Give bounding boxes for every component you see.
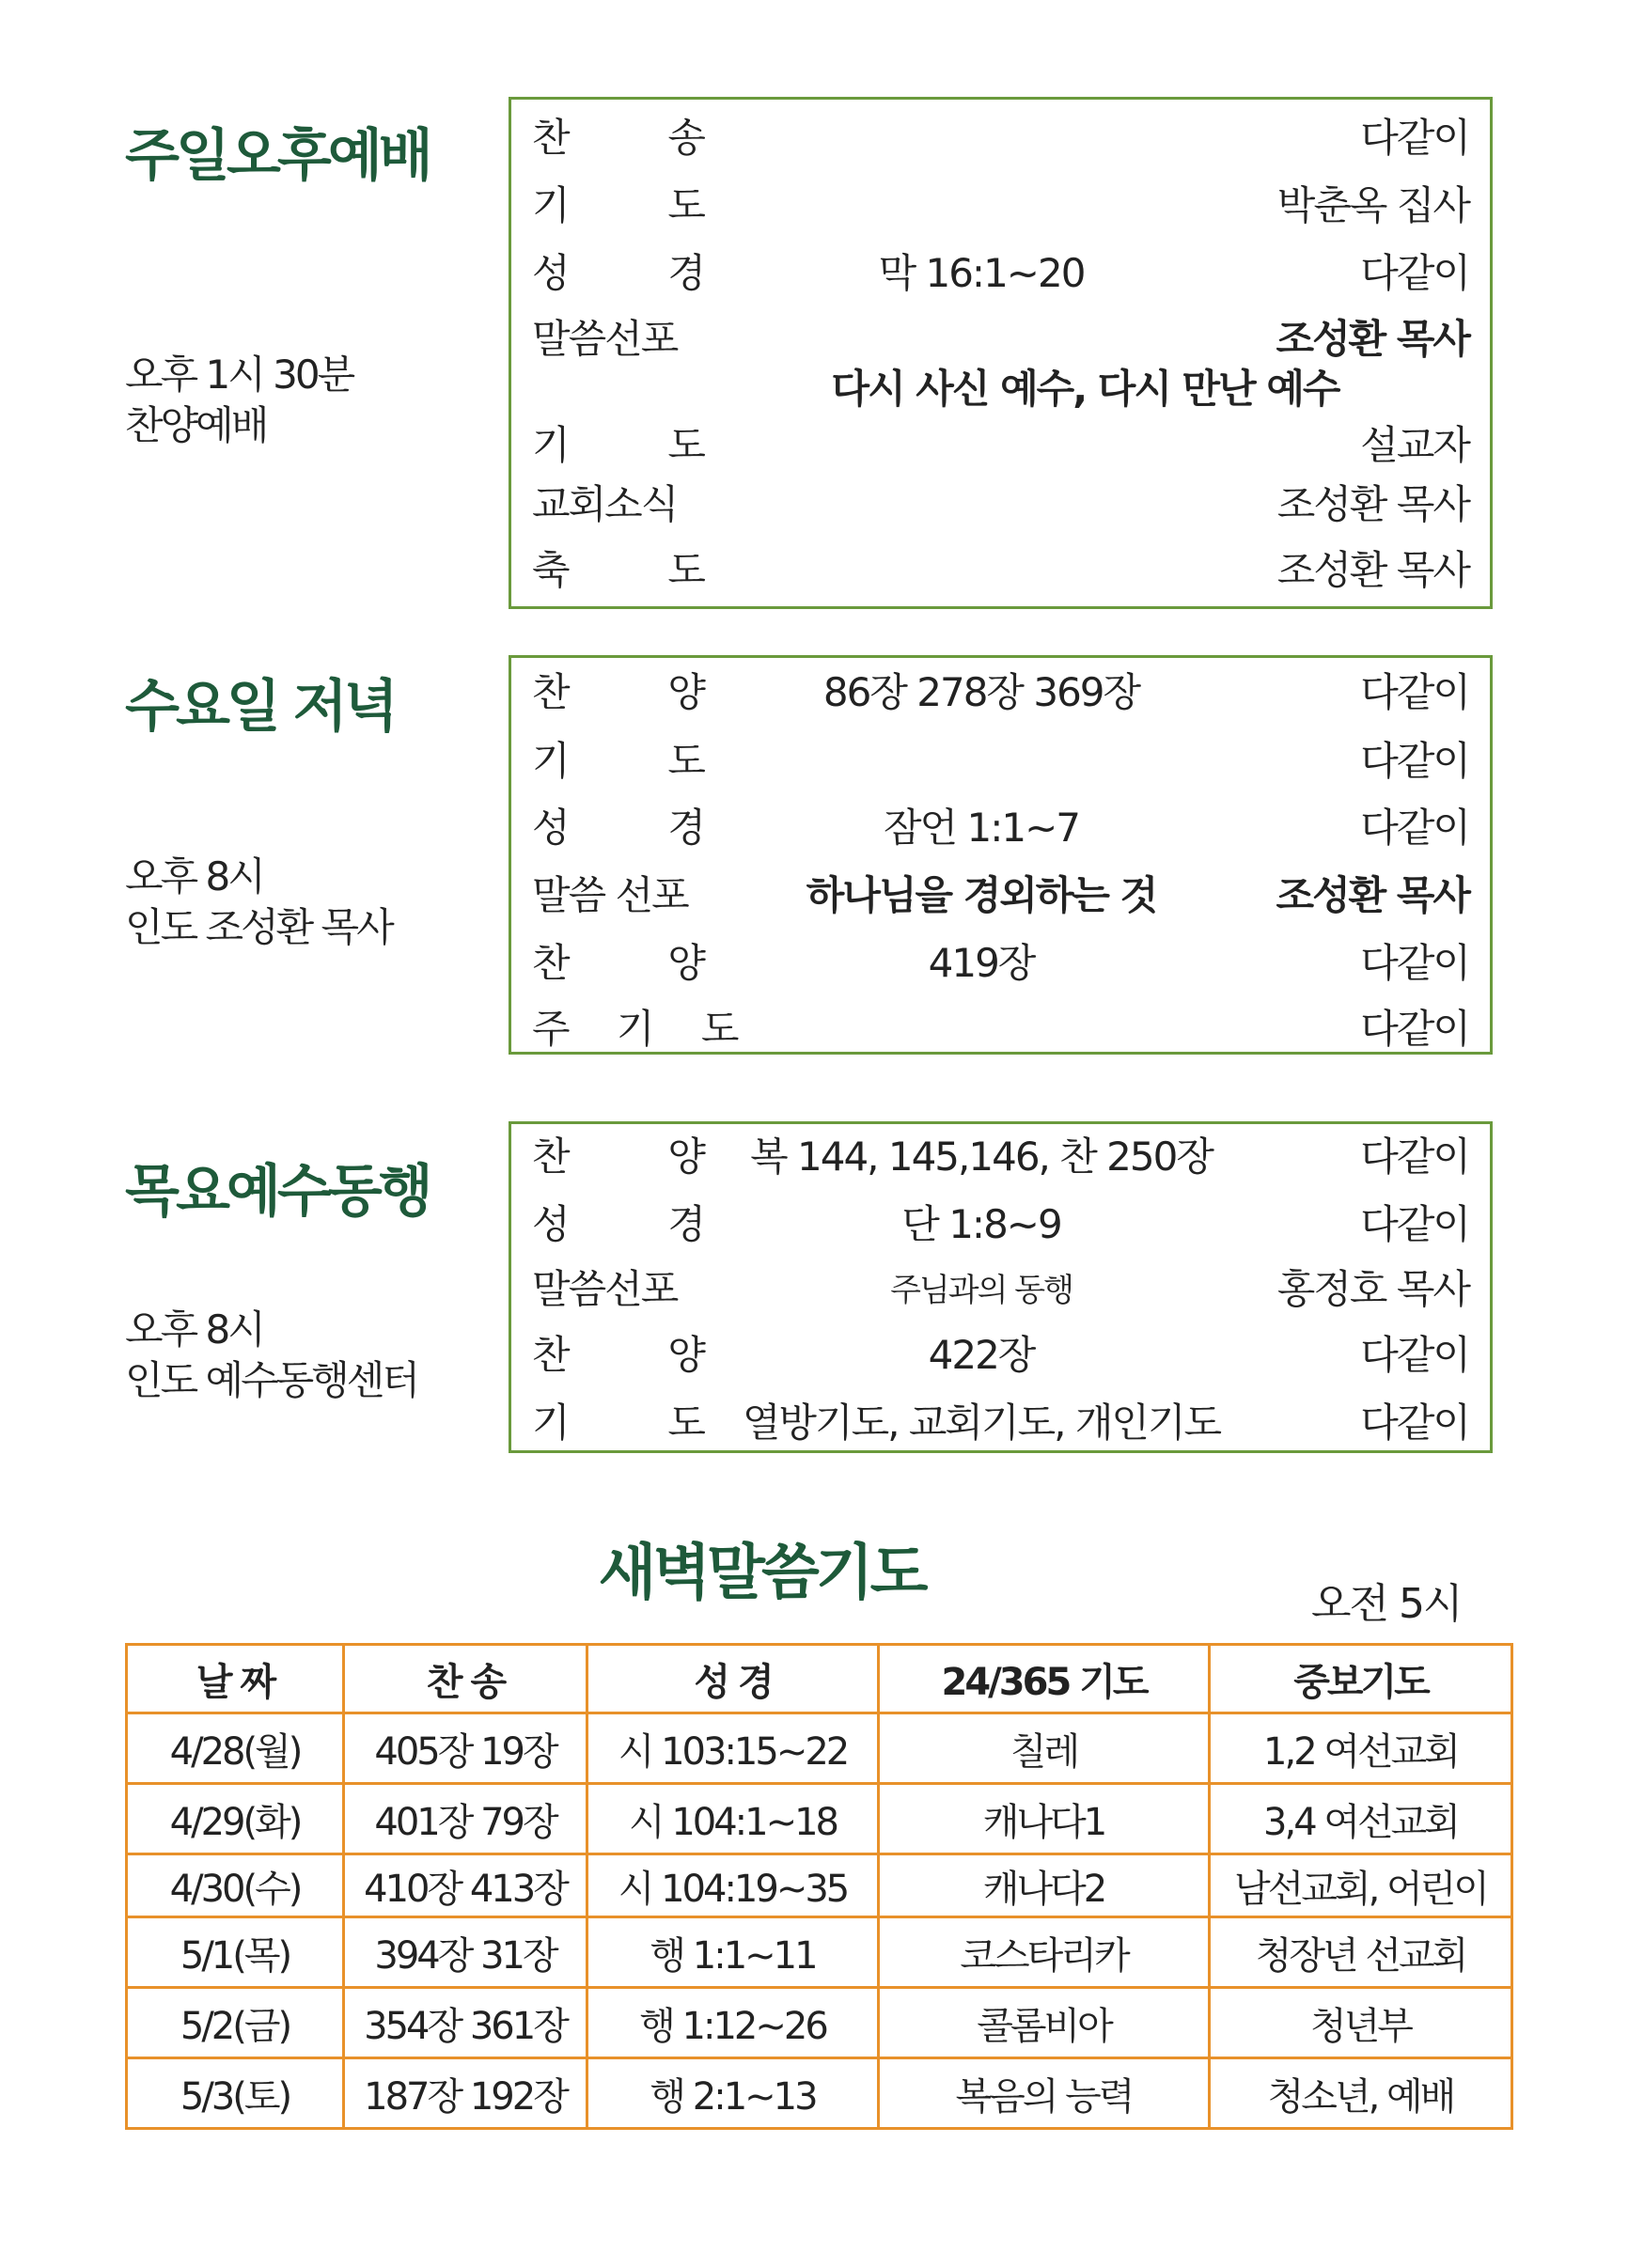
order-sermon-title: 주님과의 동행 [890, 1271, 1072, 1309]
order-row [511, 1259, 1490, 1315]
table-header-row [127, 1645, 1512, 1713]
order-sermon-title: 하나님을 경외하는 것 [806, 872, 1157, 918]
cell-prayer: 복음의 능력 [879, 2058, 1210, 2129]
wednesday-evening-note-line2: 인도 조성환 목사 [125, 904, 392, 950]
wednesday-evening-note [125, 852, 392, 953]
order-prayer-topics: 열방기도, 교회기도, 개인기도 [742, 1400, 1221, 1446]
cell-intercession: 남선교회, 어린이 [1210, 1854, 1512, 1917]
order-performer: 다같이 [1360, 1332, 1469, 1378]
order-performer: 다같이 [1360, 250, 1469, 296]
order-row [511, 308, 1490, 365]
order-performer: 조성환 목사 [1276, 316, 1469, 362]
dawn-prayer-time: 오전 5시 [1311, 1580, 1462, 1628]
order-performer: 다같이 [1360, 1006, 1469, 1052]
table-row [127, 1713, 1512, 1784]
thursday-order-box [509, 1121, 1493, 1453]
dawn-prayer-table [125, 1643, 1513, 2130]
cell-prayer: 코스타리카 [879, 1917, 1210, 1988]
order-row [511, 998, 1490, 1055]
cell-hymn: 401장 79장 [344, 1784, 587, 1854]
header-scripture: 성 경 [587, 1645, 879, 1713]
order-performer: 다같이 [1360, 669, 1469, 715]
order-row [511, 107, 1490, 164]
cell-hymn: 394장 31장 [344, 1917, 587, 1988]
order-performer: 다같이 [1360, 805, 1469, 851]
header-24-365-prayer: 24/365 기도 [879, 1645, 1210, 1713]
order-row [511, 1324, 1490, 1381]
cell-intercession: 청년부 [1210, 1988, 1512, 2058]
thursday-note-line2: 인도 예수동행센터 [125, 1357, 417, 1403]
order-label: 기 도 [532, 182, 706, 228]
cell-date: 4/29(화) [127, 1784, 344, 1854]
header-date: 날 짜 [127, 1645, 344, 1713]
order-scripture: 잠언 1:1~7 [883, 805, 1079, 851]
order-label: 성 경 [532, 250, 706, 296]
order-label: 성 경 [532, 805, 706, 851]
order-row [511, 662, 1490, 718]
sermon-title: 다시 사신 예수, 다시 만난 예수 [831, 366, 1339, 412]
cell-date: 5/1(목) [127, 1917, 344, 1988]
order-performer: 박춘옥 집사 [1276, 182, 1469, 228]
sunday-afternoon-note-line2: 찬양예배 [125, 402, 267, 448]
table-row [127, 1988, 1512, 2058]
order-label: 말씀선포 [532, 316, 678, 362]
wednesday-evening-title: 수요일 저녁 [125, 674, 395, 740]
cell-scripture: 시 104:1~18 [587, 1784, 879, 1854]
order-hymns: 복 144, 145,146, 찬 250장 [750, 1134, 1213, 1180]
sunday-afternoon-note-line1: 오후 1시 30분 [125, 352, 353, 398]
order-row [511, 932, 1490, 989]
order-label: 주 기 도 [532, 1006, 757, 1052]
thursday-note-line1: 오후 8시 [125, 1306, 263, 1353]
order-performer: 조성환 목사 [1276, 481, 1469, 527]
order-performer: 다같이 [1360, 1134, 1469, 1180]
order-row [511, 1126, 1490, 1182]
cell-scripture: 행 1:12~26 [587, 1988, 879, 2058]
order-scripture: 막 16:1~20 [878, 250, 1085, 296]
order-label: 기 도 [532, 738, 706, 784]
cell-date: 4/30(수) [127, 1854, 344, 1917]
order-row [511, 242, 1490, 299]
order-hymns: 86장 278장 369장 [822, 669, 1140, 715]
order-row [511, 797, 1490, 853]
wednesday-evening-order-box [509, 655, 1493, 1055]
order-row [511, 1392, 1490, 1448]
order-label: 찬 양 [532, 1332, 706, 1378]
order-scripture: 단 1:8~9 [901, 1201, 1061, 1247]
cell-prayer: 칠레 [879, 1713, 1210, 1784]
cell-date: 4/28(월) [127, 1713, 344, 1784]
cell-scripture: 시 104:19~35 [587, 1854, 879, 1917]
cell-scripture: 시 103:15~22 [587, 1713, 879, 1784]
order-label: 말씀선포 [532, 1266, 678, 1312]
cell-date: 5/2(금) [127, 1988, 344, 2058]
table-row [127, 1854, 1512, 1917]
cell-scripture: 행 1:1~11 [587, 1917, 879, 1988]
cell-hymn: 354장 361장 [344, 1988, 587, 2058]
order-performer: 다같이 [1360, 1201, 1469, 1247]
order-label: 찬 양 [532, 940, 706, 986]
dawn-prayer-title: 새벽말씀기도 [598, 1539, 925, 1608]
header-hymn: 찬 송 [344, 1645, 587, 1713]
cell-intercession: 청소년, 예배 [1210, 2058, 1512, 2129]
order-performer: 다같이 [1360, 738, 1469, 784]
sunday-afternoon-note [125, 350, 352, 451]
cell-intercession: 청장년 선교회 [1210, 1917, 1512, 1988]
sunday-afternoon-order-box [509, 97, 1493, 609]
order-performer: 설교자 [1360, 422, 1469, 468]
cell-date: 5/3(토) [127, 2058, 344, 2129]
order-hymns: 422장 [928, 1332, 1035, 1378]
table-row [127, 1917, 1512, 1988]
order-row [511, 414, 1490, 471]
order-label: 찬 송 [532, 115, 706, 161]
header-intercession: 중보기도 [1210, 1645, 1512, 1713]
cell-prayer: 캐나다1 [879, 1784, 1210, 1854]
table-row [127, 2058, 1512, 2129]
cell-hymn: 405장 19장 [344, 1713, 587, 1784]
order-performer: 다같이 [1360, 940, 1469, 986]
order-hymns: 419장 [928, 940, 1035, 986]
cell-hymn: 410장 413장 [344, 1854, 587, 1917]
table-row [127, 1784, 1512, 1854]
order-label: 교회소식 [532, 481, 678, 527]
wednesday-evening-note-line1: 오후 8시 [125, 853, 263, 899]
order-performer: 조성환 목사 [1276, 547, 1469, 593]
order-row [511, 175, 1490, 231]
order-row [511, 730, 1490, 787]
cell-hymn: 187장 192장 [344, 2058, 587, 2129]
order-row [511, 474, 1490, 530]
cell-prayer: 캐나다2 [879, 1854, 1210, 1917]
order-label: 기 도 [532, 1400, 706, 1446]
order-performer: 조성환 목사 [1276, 872, 1469, 918]
order-label: 축 도 [532, 547, 706, 593]
order-label: 성 경 [532, 1201, 706, 1247]
order-performer: 다같이 [1360, 115, 1469, 161]
thursday-title: 목요예수동행 [125, 1159, 430, 1225]
order-label: 말씀 선포 [532, 872, 688, 918]
order-performer: 홍정호 목사 [1276, 1266, 1469, 1312]
order-label: 찬 양 [532, 669, 706, 715]
order-performer: 다같이 [1360, 1400, 1469, 1446]
cell-prayer: 콜롬비아 [879, 1988, 1210, 2058]
sunday-afternoon-title: 주일오후예배 [125, 123, 430, 189]
cell-scripture: 행 2:1~13 [587, 2058, 879, 2129]
order-label: 찬 양 [532, 1134, 706, 1180]
order-row [511, 1194, 1490, 1250]
cell-intercession: 1,2 여선교회 [1210, 1713, 1512, 1784]
thursday-note [125, 1305, 417, 1406]
order-row [511, 540, 1490, 596]
order-row [511, 865, 1490, 921]
cell-intercession: 3,4 여선교회 [1210, 1784, 1512, 1854]
order-label: 기 도 [532, 422, 706, 468]
